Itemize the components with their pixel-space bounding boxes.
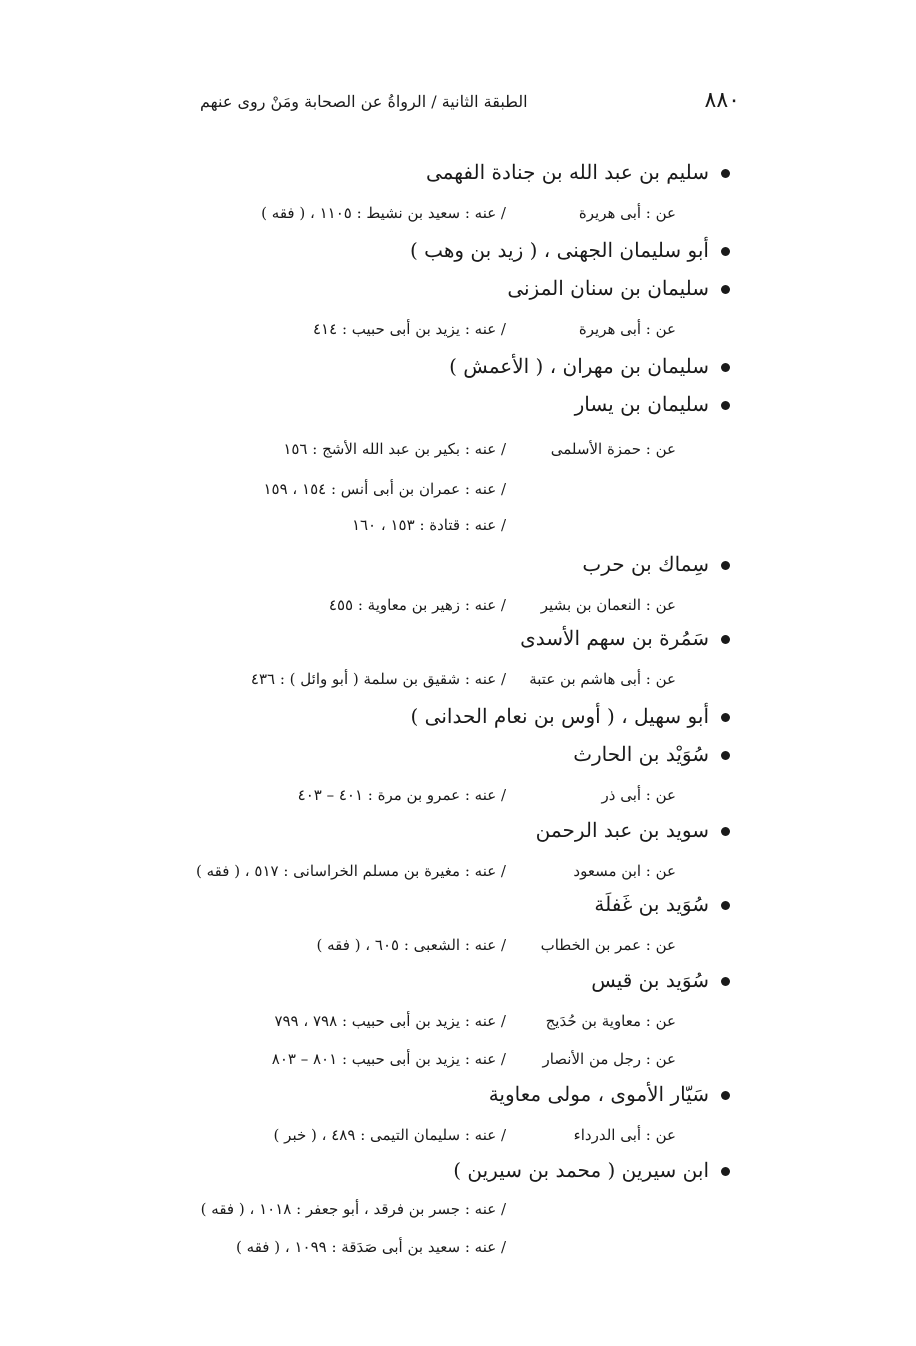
transmitted-by: / عنه : سعيد بن نشيط : ١١٠٥ ، ( فقه ) xyxy=(261,204,506,222)
transmitted-by: / عنه : عمران بن أبى أنس : ١٥٤ ، ١٥٩ xyxy=(263,480,506,498)
transmits-from: عن : رجل من الأنصار xyxy=(542,1050,676,1068)
narrator-name: أبو سهيل ، ( أوس بن نعام الحدانى ) xyxy=(410,704,709,728)
bullet-icon xyxy=(721,713,730,722)
narrator-entry xyxy=(410,238,730,262)
transmitted-by: / عنه : زهير بن معاوية : ٤٥٥ xyxy=(328,596,506,614)
transmitted-by: / عنه : جسر بن فرقد ، أبو جعفر : ١٠١٨ ، ( فقه ) xyxy=(200,1200,506,1218)
transmitted-by: / عنه : يزيد بن أبى حبيب : ٨٠١ – ٨٠٣ xyxy=(271,1050,506,1068)
narrator-entry xyxy=(594,892,730,916)
narrator-name: سُوَيد بن غَفلَة xyxy=(594,892,709,916)
transmitted-by: / عنه : قتادة : ١٥٣ ، ١٦٠ xyxy=(351,516,506,534)
narrator-entry xyxy=(591,968,730,992)
transmits-from: عن : ابن مسعود xyxy=(573,862,676,880)
narrator-name: سُوَيْد بن الحارث xyxy=(573,742,709,766)
narrator-entry xyxy=(536,818,730,842)
transmitted-by: / عنه : عمرو بن مرة : ٤٠١ – ٤٠٣ xyxy=(297,786,506,804)
bullet-icon xyxy=(721,827,730,836)
narrator-entry xyxy=(411,704,731,728)
transmitted-by: / عنه : يزيد بن أبى حبيب : ٧٩٨ ، ٧٩٩ xyxy=(274,1012,506,1030)
transmits-from: عن : أبى ذر xyxy=(601,786,676,804)
transmits-from: عن : معاوية بن حُدَيج xyxy=(545,1012,676,1030)
narrator-entry xyxy=(582,552,730,576)
narrator-entry xyxy=(575,392,730,416)
transmitted-by: / عنه : سعيد بن أبى صَدَقة : ١٠٩٩ ، ( فقه ) xyxy=(236,1238,506,1256)
transmits-from: عن : حمزة الأسلمى xyxy=(550,440,676,458)
narrator-name: سليمان بن يسار xyxy=(574,392,709,416)
bullet-icon xyxy=(721,247,730,256)
transmitted-by: / عنه : الشعبى : ٦٠٥ ، ( فقه ) xyxy=(316,936,506,954)
transmitted-by: / عنه : شقيق بن سلمة ( أبو وائل ) : ٤٣٦ xyxy=(250,670,506,688)
bullet-icon xyxy=(721,401,730,410)
transmits-from: عن : أبى هاشم بن عتبة xyxy=(529,670,676,688)
narrator-entry xyxy=(426,160,730,184)
narrator-entry xyxy=(453,1158,730,1182)
bullet-icon xyxy=(721,1091,730,1100)
transmits-from: عن : أبى هريرة xyxy=(578,320,676,338)
transmitted-by: / عنه : سليمان التيمى : ٤٨٩ ، ( خبر ) xyxy=(273,1126,506,1144)
narrator-entry xyxy=(573,742,730,766)
narrator-name: سَمُرة بن سهم الأسدى xyxy=(520,626,709,650)
transmits-from: عن : عمر بن الخطاب xyxy=(540,936,676,954)
bullet-icon xyxy=(721,169,730,178)
transmits-from: عن : النعمان بن بشير xyxy=(540,596,676,614)
transmits-from: عن : أبى الدرداء xyxy=(573,1126,676,1144)
narrator-entry xyxy=(489,1082,730,1106)
bullet-icon xyxy=(721,1167,730,1176)
transmitted-by: / عنه : مغيرة بن مسلم الخراسانى : ٥١٧ ، ( فقه ) xyxy=(196,862,506,880)
narrator-name: سِماك بن حرب xyxy=(582,552,709,576)
narrator-entry xyxy=(449,354,730,378)
page-number: ٨٨٠ xyxy=(704,88,740,113)
bullet-icon xyxy=(721,751,730,760)
bullet-icon xyxy=(721,635,730,644)
narrator-name: سليمان بن سنان المزنى xyxy=(507,276,709,300)
narrator-name: سُوَيد بن قيس xyxy=(591,968,709,992)
narrator-name: سويد بن عبد الرحمن xyxy=(535,818,709,842)
narrator-entry xyxy=(520,626,730,650)
narrator-entry xyxy=(507,276,730,300)
transmits-from: عن : أبى هريرة xyxy=(578,204,676,222)
narrator-name: سليم بن عبد الله بن جنادة الفهمى xyxy=(425,160,709,184)
bullet-icon xyxy=(721,561,730,570)
running-title: الطبقة الثانية / الرواةُ عن الصحابة ومَنْ روى عنهم xyxy=(200,92,528,111)
transmitted-by: / عنه : يزيد بن أبى حبيب : ٤١٤ xyxy=(313,320,506,338)
narrator-name: سَيّار الأموى ، مولى معاوية xyxy=(488,1082,709,1106)
narrator-name: أبو سليمان الجهنى ، ( زيد بن وهب ) xyxy=(410,238,709,262)
narrator-name: ابن سيرين ( محمد بن سيرين ) xyxy=(453,1158,709,1182)
bullet-icon xyxy=(721,285,730,294)
bullet-icon xyxy=(721,977,730,986)
page-header xyxy=(200,88,740,120)
narrator-name: سليمان بن مهران ، ( الأعمش ) xyxy=(449,354,709,378)
bullet-icon xyxy=(721,363,730,372)
transmitted-by: / عنه : بكير بن عبد الله الأشج : ١٥٦ xyxy=(283,440,506,458)
bullet-icon xyxy=(721,901,730,910)
